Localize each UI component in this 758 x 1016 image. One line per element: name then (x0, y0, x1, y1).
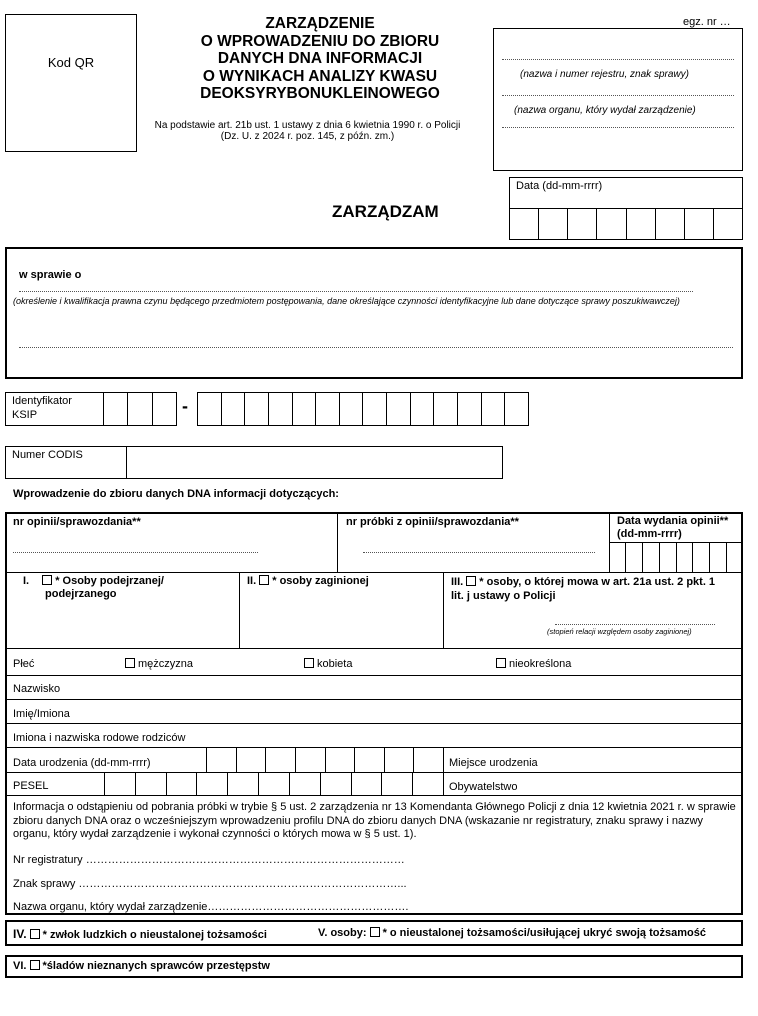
sample-number-input[interactable] (363, 552, 595, 553)
relation-degree-hint: (stopień relacji względem osoby zaginionej) (547, 627, 692, 636)
category-VI-checkbox[interactable] (30, 960, 40, 970)
codis-input[interactable] (127, 447, 502, 478)
category-IV-V-row (5, 920, 743, 946)
sex-label: Płeć (13, 658, 35, 670)
category-V-checkbox[interactable] (370, 927, 380, 937)
sample-number-label: nr próbki z opinii/sprawozdania** (346, 516, 519, 528)
pesel-label: PESEL (13, 780, 49, 792)
parents-label: Imiona i nazwiska rodowe rodziców (13, 732, 186, 744)
sex-female-checkbox[interactable] (304, 658, 314, 668)
organ-hint: (nazwa organu, który wydał zarządzenie) (514, 105, 696, 116)
case-hint: (określenie i kwalifikacja prawna czynu będącego przedmiotem postępowania, dane określające czynności identyfikacyjne lub dane dotyczące sprawy poszukiwawczej) (13, 296, 680, 306)
organ-name-field[interactable]: Nazwa organu, który wydał zarządzenie………………………………………………. (13, 901, 409, 913)
citizenship-label: Obywatelstwo (449, 781, 518, 793)
ksip-dash: - (182, 396, 188, 416)
ksip-cells-main[interactable] (197, 392, 529, 426)
ksip-cells-prefix[interactable] (103, 393, 176, 425)
category-V: V. osoby: * o nieustalonej tożsamości/usiłującej ukryć swoją tożsamość (318, 927, 706, 939)
ksip-label: Identyfikator KSIP (12, 395, 72, 421)
sex-male-checkbox[interactable] (125, 658, 135, 668)
legal-basis: Na podstawie art. 21b ust. 1 ustawy z dnia 6 kwietnia 1990 r. o Policji (Dz. U. z 2024 r. poz. 145, z późn. zm.) (154, 120, 461, 142)
main-form (5, 512, 743, 915)
copy-number: egz. nr … (683, 16, 731, 28)
category-III-checkbox[interactable] (466, 576, 476, 586)
codis-label: Numer CODIS (12, 449, 83, 461)
ksip-box (5, 392, 177, 426)
birth-date-cells[interactable] (206, 747, 443, 772)
case-section (5, 247, 743, 379)
first-name-label: Imię/Imiona (13, 708, 70, 720)
surname-label: Nazwisko (13, 683, 61, 695)
category-VI-row (5, 955, 743, 978)
opinion-date-cells[interactable] (609, 542, 743, 572)
sex-unknown-checkbox[interactable] (496, 658, 506, 668)
opinion-number-input[interactable] (13, 552, 258, 553)
sex-male[interactable]: mężczyzna (125, 658, 193, 670)
document-title: ZARZĄDZENIE O WPROWADZENIU DO ZBIORU DANYCH DNA INFORMACJI O WYNIKACH ANALIZY KWASU DEOKSYRYBONUKLEINOWEGO (200, 15, 440, 102)
qr-code-box (5, 14, 137, 152)
category-I: I. * Osoby podejrzanej/ podejrzanego (23, 575, 164, 600)
sex-female[interactable]: kobieta (304, 658, 352, 670)
qr-label: Kod QR (47, 55, 95, 70)
relation-degree-input[interactable] (555, 624, 715, 625)
registry-box (493, 28, 743, 171)
category-IV-checkbox[interactable] (30, 929, 40, 939)
opinion-date-label: Data wydania opinii** (dd-mm-rrrr) (617, 515, 729, 540)
dna-intro: Wprowadzenie do zbioru danych DNA informacji dotyczących: (13, 488, 339, 500)
category-II-checkbox[interactable] (259, 575, 269, 585)
date-cells[interactable] (510, 208, 742, 239)
codis-box (5, 446, 503, 479)
case-label: w sprawie o (19, 269, 82, 281)
category-III: III. * osoby, o której mowa w art. 21a ust. 2 pkt. 1 lit. j ustawy o Policji (451, 576, 716, 602)
registry-hint: (nazwa i numer rejestru, znak sprawy) (520, 69, 689, 80)
case-input-line[interactable] (19, 347, 733, 348)
opinion-number-label: nr opinii/sprawozdania** (13, 516, 141, 528)
birth-place-label: Miejsce urodzenia (449, 757, 538, 769)
date-box[interactable] (509, 177, 743, 240)
category-VI: VI. *śladów nieznanych sprawców przestępstw (13, 960, 270, 972)
registry-number-field[interactable]: Nr registratury …………………………………………………………………………… (13, 854, 405, 866)
category-I-checkbox[interactable] (42, 575, 52, 585)
category-II: II. * osoby zaginionej (247, 575, 369, 587)
pesel-cells[interactable] (104, 772, 443, 795)
zarzadzam-heading: ZARZĄDZAM (332, 202, 439, 221)
sex-unknown[interactable]: nieokreślona (496, 658, 571, 670)
info-text: Informacja o odstąpieniu od pobrania próbki w trybie § 5 ust. 2 zarządzenia nr 13 Komendanta Głównego Policji z dnia 12 kwietnia 2021 r. w sprawie zbioru danych DNA oraz o wcześniejszym wprowadzeniu profilu DNA do zbioru danych DNA (wskazanie nr registratury, znaku sprawy i nazwy organu, który wydał zarządzenie i wykonał czynności o których mowa w § 5 ust. 1). (13, 801, 736, 840)
date-label: Data (dd-mm-rrrr) (516, 180, 603, 192)
category-IV: IV. * zwłok ludzkich o nieustalonej tożsamości (13, 927, 267, 941)
case-sign-field[interactable]: Znak sprawy ……………………………………………………………………………... (13, 878, 407, 890)
birth-date-label: Data urodzenia (dd-mm-rrrr) (13, 757, 151, 769)
